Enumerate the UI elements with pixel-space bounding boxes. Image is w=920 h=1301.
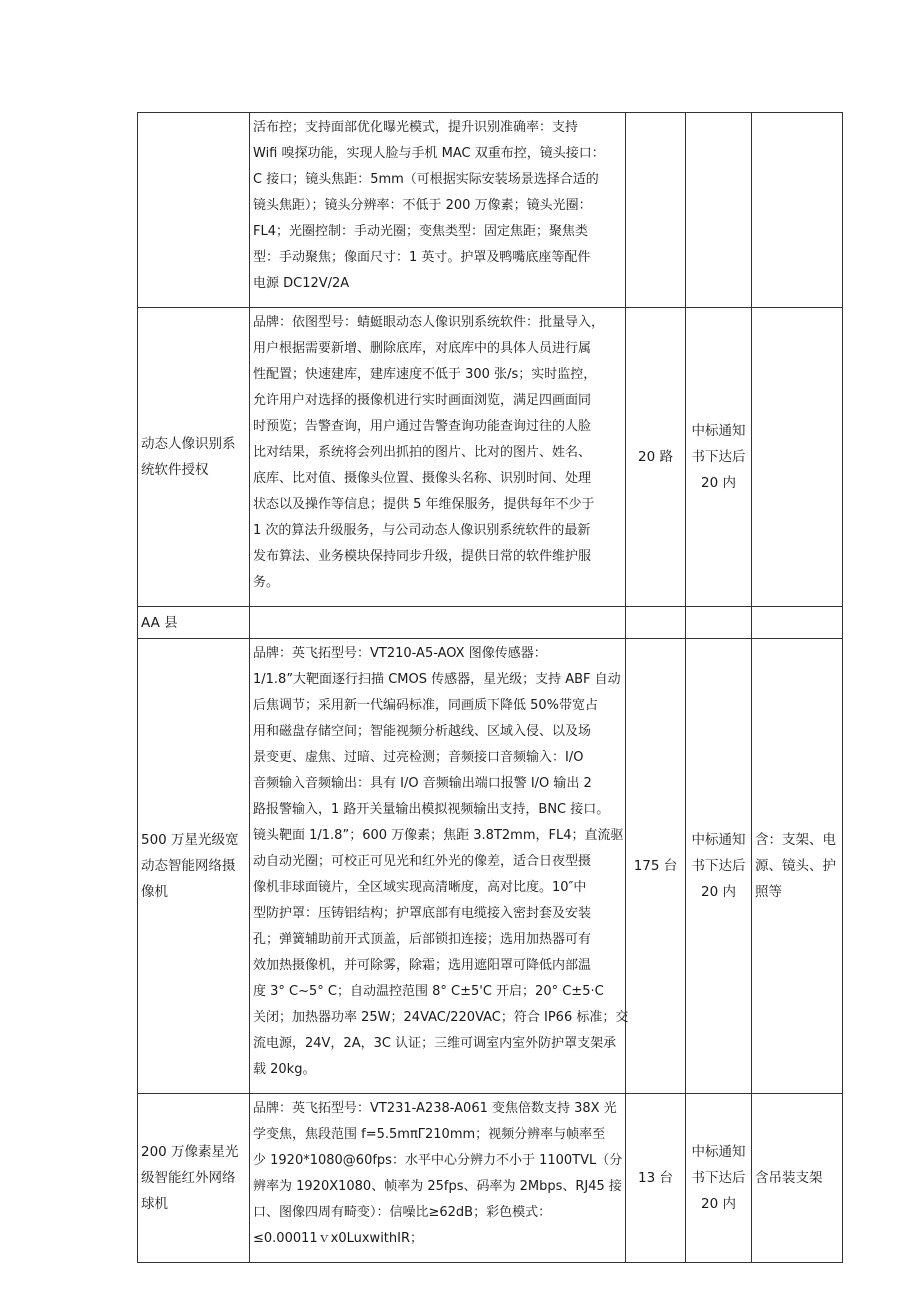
- delivery-cell: 中标通知书下达后 20 内: [686, 1094, 752, 1263]
- spec-line: 底库、比对值、摄像头位置、摄像头名称、识别时间、处理: [253, 471, 592, 486]
- spec-line: 学变焦，焦段范围 f=5.5mπΓ210mm；视频分辨率与帧率至: [253, 1127, 606, 1142]
- table-row: [138, 1094, 843, 1263]
- spec-cell: [250, 113, 626, 308]
- spec-line: 像机非球面镜片，全区域实现高清晰度，高对比度。10″中: [253, 880, 587, 895]
- spec-line: 辨率为 1920X1080、帧率为 25fps、码率为 2Mbps、RJ45 接: [253, 1179, 622, 1194]
- delivery-cell: [686, 607, 752, 639]
- spec-line: 电源 DC12V/2A: [253, 276, 350, 291]
- spec-line: 景变更、虚焦、过暗、过亮检测；音频接口音频输入：I/O: [253, 750, 584, 765]
- table-row: [138, 639, 843, 1094]
- spec-line: 用和磁盘存储空间；智能视频分析越线、区域入侵、以及场: [253, 724, 592, 739]
- spec-cell: [250, 308, 626, 607]
- item-name-cell: 500 万星光级宽动态智能网络摄像机: [138, 639, 250, 1094]
- spec-line: 务。: [253, 575, 280, 590]
- delivery-cell: 中标通知书下达后 20 内: [686, 308, 752, 607]
- spec-line: 后焦调节；采用新一代编码标准，同画质下降低 50%带宽占: [253, 698, 599, 713]
- spec-line: 1/1.8”大靶面逐行扫描 CMOS 传感器，星光级；支持 ABF 自动: [253, 672, 621, 687]
- spec-line: 孔；弹簧辅助前开式顶盖，后部锁扣连接；选用加热器可有: [253, 932, 592, 947]
- spec-cell: [250, 1094, 626, 1263]
- spec-line: 发布算法、业务模块保持同步升级，提供日常的软件维护服: [253, 549, 592, 564]
- spec-line: 音频输入音频输出：具有 I/O 音频输出端口报警 I/O 输出 2: [253, 776, 592, 791]
- quantity-cell: 175 台: [626, 639, 686, 1094]
- spec-line: 口、图像四周有畸变）：信噪比≥62dB；彩色模式：: [253, 1205, 552, 1220]
- spec-line: 用户根据需要新增、删除底库，对底库中的具体人员进行属: [253, 341, 592, 356]
- spec-line: Wifi 嗅探功能，实现人脸与手机 MAC 双重布控，镜头接口：: [253, 146, 605, 161]
- spec-line: 度 3° C~5° C；自动温控范围 8° C±5'C 开启；20° C±5·C: [253, 984, 604, 999]
- spec-line: 型防护罩：压铸铝结构；护罩底部有电缆接入密封套及安装: [253, 906, 592, 921]
- spec-line: 活布控；支持面部优化曝光模式，提升识别准确率：支持: [253, 120, 579, 135]
- item-name-cell: 动态人像识别系统软件授权: [138, 308, 250, 607]
- spec-line: 比对结果，系统将会列出抓拍的图片、比对的图片、姓名、: [253, 445, 592, 460]
- spec-line: ≤0.00011ｖx0LuxwithIR；: [253, 1231, 424, 1246]
- spec-line: 镜头靶面 1/1.8”；600 万像素；焦距 3.8T2mm，FL4；直流驱: [253, 828, 624, 843]
- table-row: [138, 113, 843, 308]
- note-cell: [752, 308, 843, 607]
- procurement-spec-table: [137, 112, 843, 1263]
- quantity-cell: [626, 607, 686, 639]
- spec-line: 动自动光圈；可校正可见光和红外光的像差，适合日夜型摄: [253, 854, 592, 869]
- spec-line: FL4；光圈控制：手动光圈；变焦类型：固定焦距；聚焦类: [253, 224, 588, 239]
- spec-line: 镜头焦距）；镜头分辨率：不低于 200 万像素；镜头光圈：: [253, 198, 592, 213]
- quantity-cell: 13 台: [626, 1094, 686, 1263]
- spec-line: 少 1920*1080@60fps：水平中心分辨力不小于 1100TVL（分: [253, 1153, 623, 1168]
- spec-line: 效加热摄像机，并可除雾，除霜；选用遮阳罩可降低内部温: [253, 958, 592, 973]
- table-row: [138, 607, 843, 639]
- spec-line: 型：手动聚焦；像面尺寸：1 英寸。护罩及鸭嘴底座等配件: [253, 250, 591, 265]
- spec-line: 载 20kg。: [253, 1062, 316, 1077]
- quantity-cell: [626, 113, 686, 308]
- spec-line: 时预览；告警查询，用户通过告警查询功能查询过往的人脸: [253, 419, 592, 434]
- spec-line: 流电源，24V，2A，3C 认证；三维可调室内室外防护罩支架承: [253, 1036, 617, 1051]
- spec-line: 品牌：英飞拓型号：VT231-A238-A061 变焦倍数支持 38X 光: [253, 1101, 617, 1116]
- note-cell: 含吊装支架: [752, 1094, 843, 1263]
- note-cell: 含：支架、电源、镜头、护照等: [752, 639, 843, 1094]
- spec-cell: [250, 607, 626, 639]
- spec-line: 允许用户对选择的摄像机进行实时画面浏览，满足四画面同: [253, 393, 592, 408]
- table-body: [138, 113, 843, 1263]
- spec-line: C 接口；镜头焦距：5mm（可根据实际安装场景选择合适的: [253, 172, 599, 187]
- spec-line: 路报警输入，1 路开关量输出模拟视频输出支持，BNC 接口。: [253, 802, 610, 817]
- note-cell: [752, 113, 843, 308]
- spec-cell: [250, 639, 629, 1094]
- quantity-cell: 20 路: [626, 308, 686, 607]
- spec-line: 状态以及操作等信息；提供 5 年维保服务，提供每年不少于: [253, 497, 595, 512]
- spec-line: 关闭；加热器功率 25W；24VAC/220VAC；符合 IP66 标准；交: [253, 1010, 629, 1025]
- note-cell: [752, 607, 843, 639]
- delivery-cell: 中标通知书下达后 20 内: [686, 639, 752, 1094]
- item-name-cell: AA 县: [138, 607, 250, 639]
- spec-line: 1 次的算法升级服务，与公司动态人像识别系统软件的最新: [253, 523, 591, 538]
- delivery-cell: [686, 113, 752, 308]
- item-name-cell: [138, 113, 250, 308]
- spec-line: 性配置；快速建库，建库速度不低于 300 张/s；实时监控，: [253, 367, 597, 382]
- table-row: [138, 308, 843, 607]
- spec-line: 品牌：依图型号：蜻蜓眼动态人像识别系统软件：批量导入，: [253, 315, 605, 330]
- item-name-cell: 200 万像素星光级智能红外网络球机: [138, 1094, 250, 1263]
- spec-line: 品牌：英飞拓型号：VT210-A5-AOX 图像传感器：: [253, 646, 547, 661]
